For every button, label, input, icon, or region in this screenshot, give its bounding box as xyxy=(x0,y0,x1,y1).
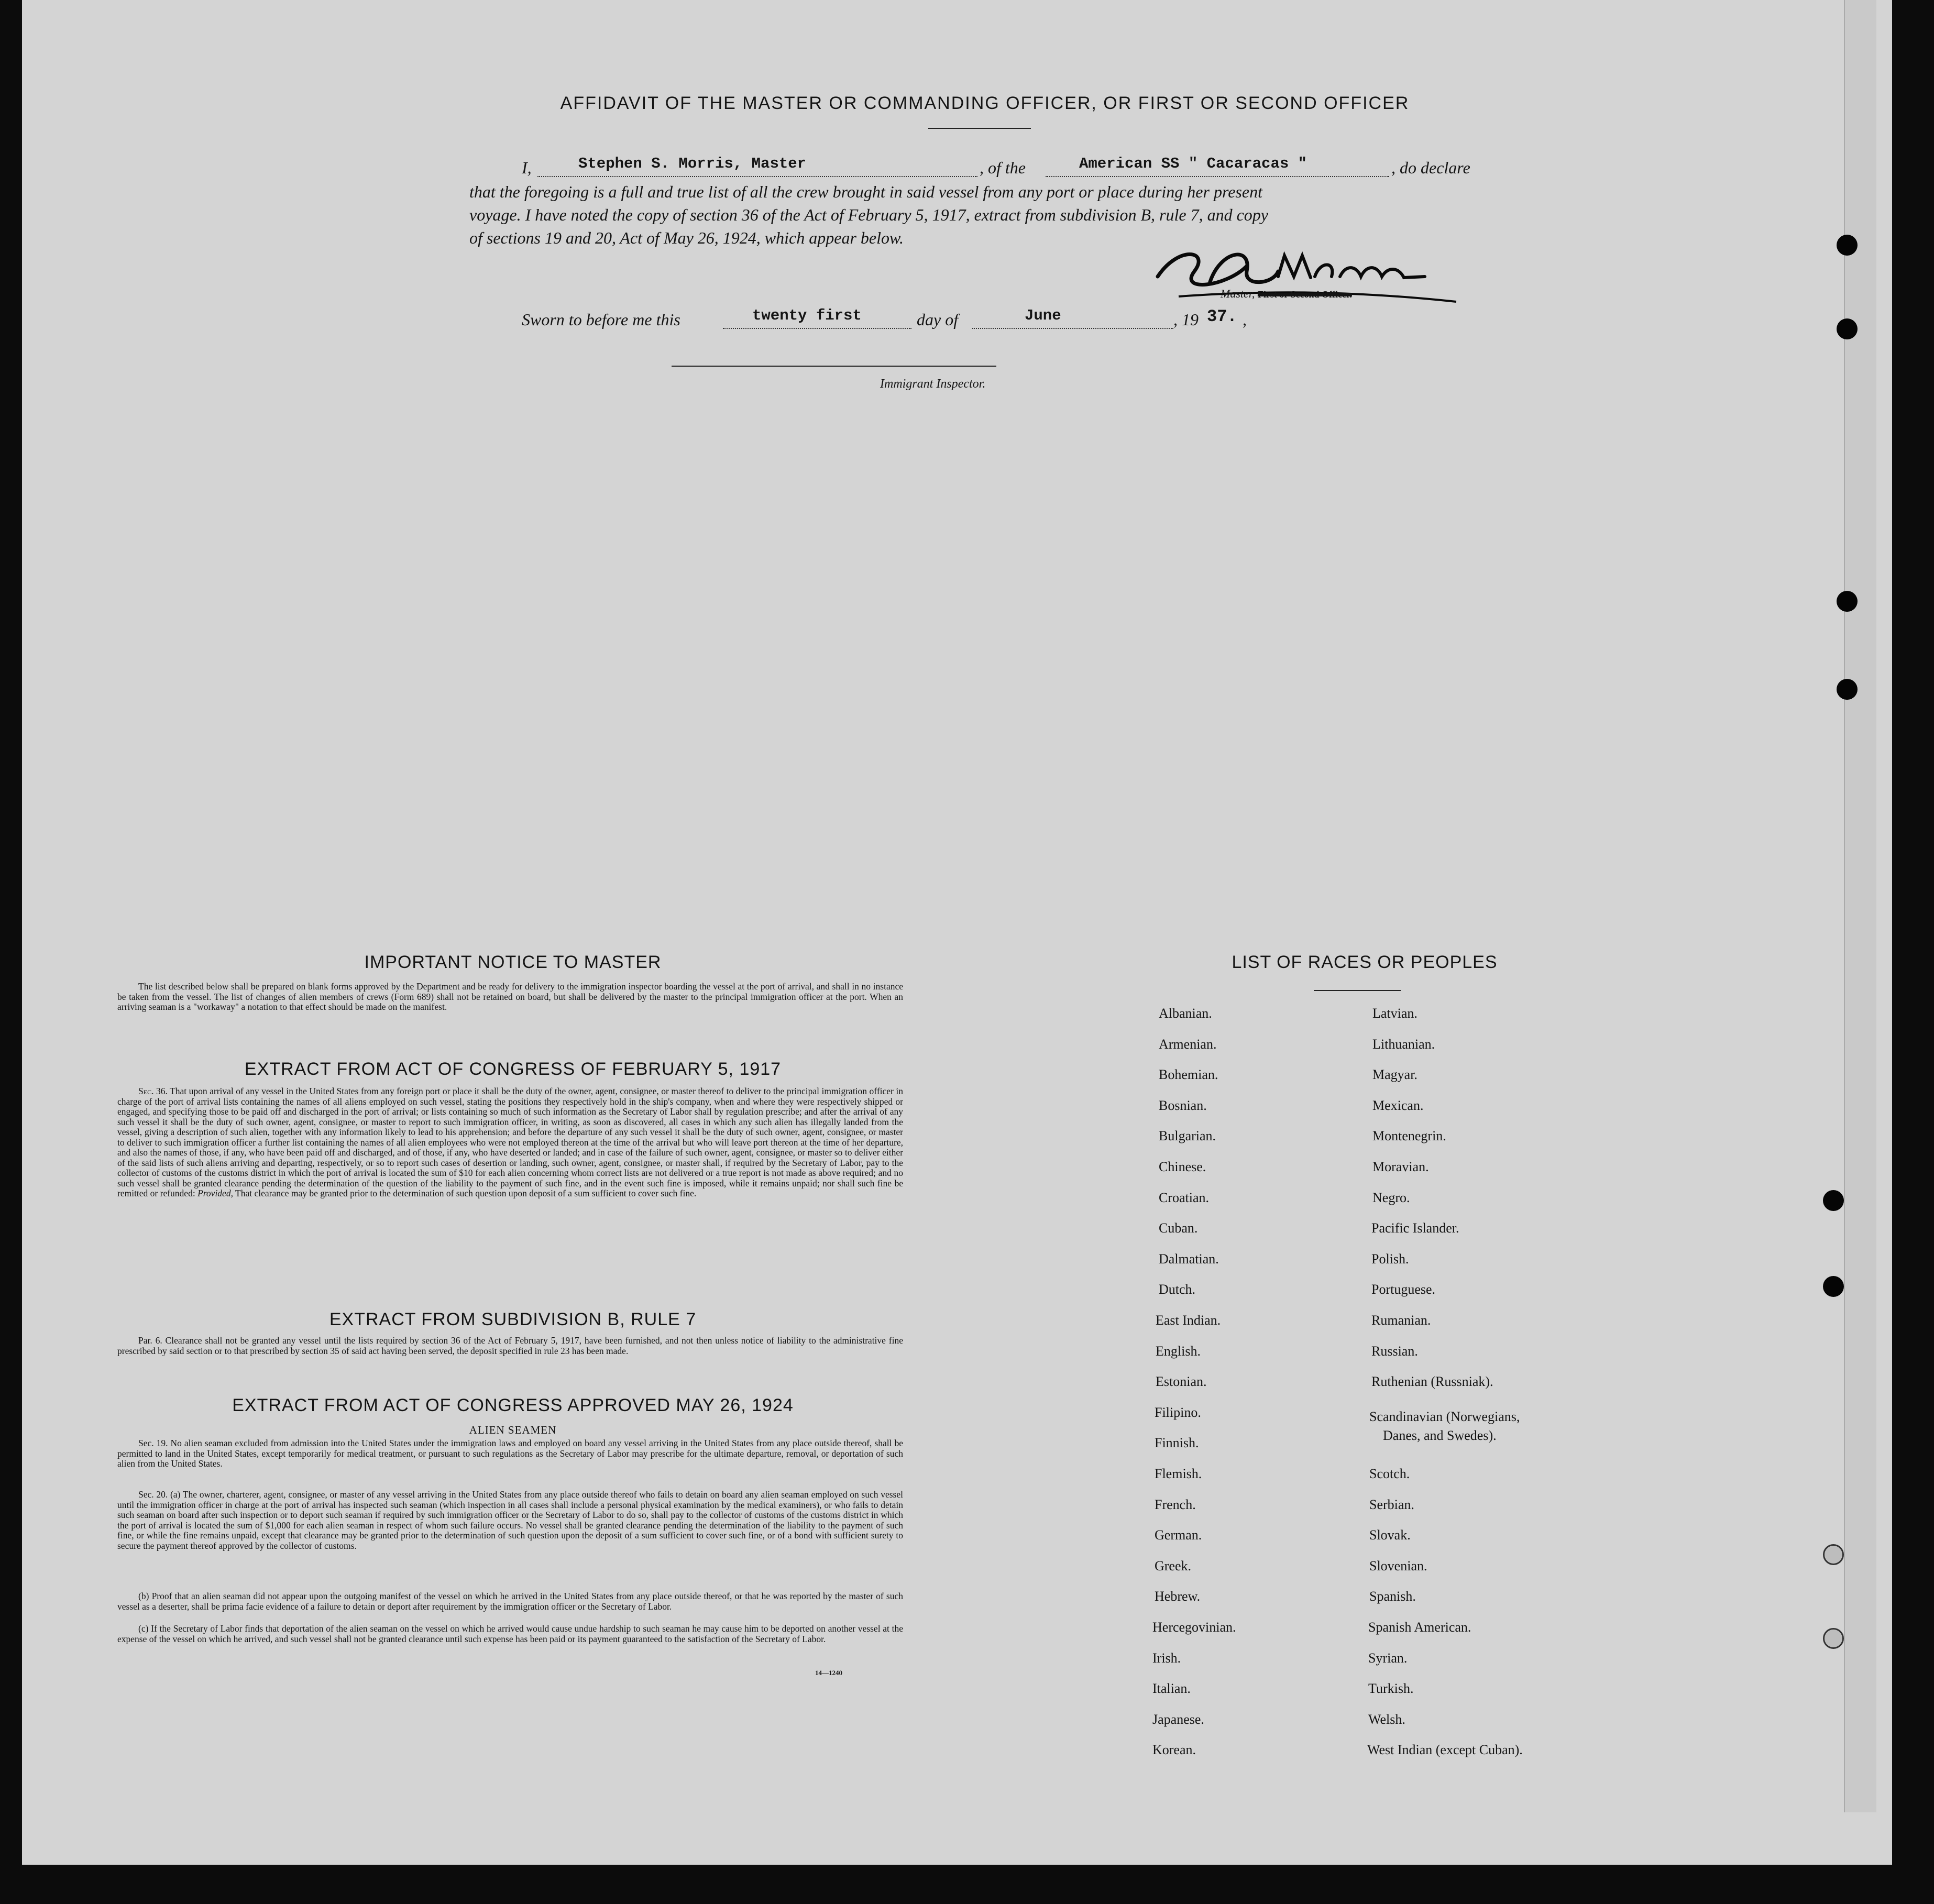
race-item: Welsh. xyxy=(1368,1712,1405,1727)
race-item: Syrian. xyxy=(1368,1650,1408,1666)
race-item: Estonian. xyxy=(1156,1374,1207,1389)
binder-hole xyxy=(1823,1276,1844,1297)
race-item: Scandinavian (Norwegians, xyxy=(1369,1409,1520,1424)
master-name-dotline xyxy=(537,176,977,177)
race-item: French. xyxy=(1155,1497,1196,1512)
race-item: Mexican. xyxy=(1372,1098,1424,1113)
race-item: Croatian. xyxy=(1159,1190,1210,1205)
race-item: Italian. xyxy=(1152,1681,1191,1696)
race-item: Filipino. xyxy=(1155,1405,1201,1420)
race-item: Slovenian. xyxy=(1369,1558,1427,1573)
race-item: Spanish American. xyxy=(1368,1620,1471,1635)
binder-hole xyxy=(1837,235,1858,256)
sworn-month: June xyxy=(1025,307,1061,324)
vessel-name-dotline xyxy=(1046,176,1389,177)
race-item: Greek. xyxy=(1155,1558,1192,1573)
binder-hole xyxy=(1837,318,1858,339)
form-number: 14—1240 xyxy=(815,1669,842,1677)
extract-1924-sec20a: Sec. 20. (a) The owner, charterer, agent, consignee, or master of any vessel arriving in the United States from any place outside thereof who fails to detain on board any alien seaman employed on such vessel until the immigration officer in charge at the port of arrival has inspected such seaman (which inspection in all cases shall include a personal physical examination by the medical examiners), or who fails to detain such seaman on board after such inspection or to deport such seaman if required by such immigration officer or the Secretary of Labor to do so, shall pay to the collector of customs of the customs district in which the port of arrival is located the sum of $1,000 for each alien seaman in respect of whom such failure occurs. No vessel shall be granted clearance pending the determination of the liability to the payment of such fine, or while the fine remains unpaid, except that clearance may be granted prior to the determination of such question upon the deposit of a sum sufficient to cover such fine, or of a bond with sufficient surety to secure the payment thereof approved by the collector of customs. xyxy=(117,1489,903,1551)
paper-fold-edge xyxy=(1844,0,1876,1812)
race-item: Hercegovinian. xyxy=(1152,1620,1236,1635)
sworn-year: 37. xyxy=(1207,307,1237,326)
master-name: Stephen S. Morris, Master xyxy=(578,155,807,172)
of-the-text: , of the xyxy=(980,158,1026,177)
race-item: Bulgarian. xyxy=(1159,1128,1216,1143)
do-declare-text: , do declare xyxy=(1391,158,1470,177)
race-item: Chinese. xyxy=(1159,1159,1206,1174)
race-item: Albanian. xyxy=(1159,1006,1212,1021)
rule7-body: Par. 6. Clearance shall not be granted any vessel until the lists required by section 36 of the Act of February 5, 1917, have been furnished, and not then unless notice of liability to the administrative fine prescribed by said section or to that prescribed by section 35 of said act having been served, the deposit specified in rule 23 has been made. xyxy=(117,1335,903,1356)
race-item: Scotch. xyxy=(1369,1466,1410,1481)
race-item: Montenegrin. xyxy=(1372,1128,1446,1143)
race-item: Pacific Islander. xyxy=(1371,1220,1459,1236)
race-item: Danes, and Swedes). xyxy=(1383,1428,1497,1443)
binder-hole xyxy=(1823,1544,1844,1565)
extract-1917-text: That upon arrival of any vessel in the United States from any foreign port or place it shall be the duty of the owner, agent, consignee, or master thereof to deliver to the principal immigration officer in charge of the port of arrival lists containing the names of all aliens employed on such vessel, stating the positions they respectively hold in the ship's company, when and where they were respectively shipped or engaged, and specifying those to be paid off and discharged in the port of arrival; or lists containing so much of such information as the Secretary of Labor shall by regulation prescribe; and after the arrival of any such vessel it shall be the duty of such owner, agent, consignee, or master to report to such immigration officer, in writing, as soon as discovered, all cases in which any such alien has illegally landed from the vessel, giving a description of such alien, together with any information likely to lead to his apprehension; and before the departure of any such vessel it shall be the duty of such owner, agent, consignee, or master to deliver to such immigration officer a further list containing the names of all alien employees who were not employed thereon at the time of the arrival but who will leave port thereon at the time of her departure, and also the names of those, if any, who have been paid off and discharged, and of those, if any, who have deserted or landed; and in case of the failure of such owner, agent, consignee, or master so to deliver either of the said lists of such aliens arriving and departing, respectively, or so to report such cases of desertion or landing, such owner, agent, consignee, or master shall, if required by the Secretary of Labor, pay to the collector of customs of the customs district in which the port of arrival is located the sum of $10 for each alien concerning whom correct lists are not delivered or a true report is not made as above required; and no such vessel shall be granted clearance pending the determination of the question of the liability to the payment of such fine, and in the event such fine is imposed, while it remains unpaid; nor shall such fine be remitted or refunded: xyxy=(117,1086,903,1198)
title-underline xyxy=(928,128,1031,129)
signature-caption-struck: First or Second Officer. xyxy=(1257,289,1352,300)
race-item: Russian. xyxy=(1371,1344,1418,1359)
race-item: Rumanian. xyxy=(1371,1313,1431,1328)
races-right-column xyxy=(1366,1006,1618,1770)
vessel-name: American SS " Cacaracas " xyxy=(1079,155,1307,172)
race-item: Portuguese. xyxy=(1371,1282,1436,1297)
races-title-underline xyxy=(1314,990,1401,991)
extract-1917-lead: Sec. 36. xyxy=(138,1086,168,1096)
declaration-line-3: voyage. I have noted the copy of section 36 of the Act of February 5, 1917, extract from subdivision B, rule 7, and copy xyxy=(469,205,1268,224)
sworn-year-prefix: , 19 xyxy=(1173,310,1199,329)
race-item: Ruthenian (Russniak). xyxy=(1371,1374,1493,1389)
race-item: Japanese. xyxy=(1152,1712,1204,1727)
extract-1917-proviso: Provided, xyxy=(197,1188,233,1198)
notice-title: IMPORTANT NOTICE TO MASTER xyxy=(364,952,662,972)
race-item: Finnish. xyxy=(1155,1435,1199,1450)
race-item: Lithuanian. xyxy=(1372,1037,1435,1052)
race-item: Polish. xyxy=(1371,1251,1409,1267)
extract-1924-title: EXTRACT FROM ACT OF CONGRESS APPROVED MAY 26, 1924 xyxy=(232,1395,794,1415)
signature-caption-master: Master, xyxy=(1221,287,1255,300)
extract-1917-title: EXTRACT FROM ACT OF CONGRESS OF FEBRUARY 5, 1917 xyxy=(244,1059,782,1079)
race-item: West Indian (except Cuban). xyxy=(1367,1742,1523,1757)
sworn-day-dotline xyxy=(723,328,911,329)
race-item: East Indian. xyxy=(1156,1313,1221,1328)
race-item: Serbian. xyxy=(1369,1497,1414,1512)
inspector-caption: Immigrant Inspector. xyxy=(880,377,986,391)
sworn-line xyxy=(522,307,1255,331)
affidavit-title: AFFIDAVIT OF THE MASTER OR COMMANDING OFFICER, OR FIRST OR SECOND OFFICER xyxy=(560,93,1410,113)
extract-1917-end: That clearance may be granted prior to the determination of such question upon deposit of a sum sufficient to cover such fine. xyxy=(235,1188,697,1198)
binder-hole xyxy=(1837,591,1858,612)
race-item: Bohemian. xyxy=(1159,1067,1218,1082)
race-item: German. xyxy=(1155,1527,1202,1543)
races-title: LIST OF RACES OR PEOPLES xyxy=(1232,952,1498,972)
race-item: Cuban. xyxy=(1159,1220,1198,1236)
binder-hole xyxy=(1823,1190,1844,1211)
declaration-line-2: that the foregoing is a full and true list of all the crew brought in said vessel from any port or place during her present xyxy=(469,182,1262,201)
inspector-signature-line xyxy=(672,366,996,367)
race-item: Flemish. xyxy=(1155,1466,1202,1481)
declaration-prefix: I, xyxy=(522,158,532,177)
notice-body: The list described below shall be prepared on blank forms approved by the Department and be ready for delivery to the immigration inspector boarding the vessel at the port of arrival, and shall in no instance be taken from the vessel. The list of changes of alien members of crews (Form 689) shall not be retained on board, but shall be delivered by the master to the principal immigration officer at the port. When an arriving seaman is a "workaway" a notation to that effect should be made on the manifest. xyxy=(117,981,903,1012)
sworn-prefix: Sworn to before me this xyxy=(522,310,680,329)
sworn-day-of: day of xyxy=(917,310,959,329)
race-item: Dutch. xyxy=(1159,1282,1196,1297)
race-item: Irish. xyxy=(1152,1650,1181,1666)
race-item: Hebrew. xyxy=(1155,1589,1201,1604)
binder-hole xyxy=(1823,1628,1844,1649)
race-item: Latvian. xyxy=(1372,1006,1417,1021)
race-item: Korean. xyxy=(1152,1742,1196,1757)
extract-1924-subtitle: ALIEN SEAMEN xyxy=(469,1424,557,1436)
race-item: Spanish. xyxy=(1369,1589,1416,1604)
race-item: English. xyxy=(1156,1344,1201,1359)
extract-1924-sec20b: (b) Proof that an alien seaman did not appear upon the outgoing manifest of the vessel on which he arrived in the United States from any place outside thereof, or that he was reported by the master of such vessel as a deserter, shall be prima facie evidence of a failure to detain or deport after requirement by the immigration officer or the Secretary of Labor. xyxy=(117,1591,903,1612)
race-item: Armenian. xyxy=(1159,1037,1217,1052)
binder-hole xyxy=(1837,679,1858,700)
race-item: Dalmatian. xyxy=(1159,1251,1219,1267)
rule7-title: EXTRACT FROM SUBDIVISION B, RULE 7 xyxy=(329,1309,697,1329)
race-item: Magyar. xyxy=(1372,1067,1417,1082)
extract-1924-sec20c: (c) If the Secretary of Labor finds that deportation of the alien seaman on the vessel on which he arrived would cause undue hardship to such seaman he may cause him to be deported on another vessel at the expense of the vessel on which he arrived, and such vessel shall not be granted clearance until such expense has been paid or its payment guaranteed to the satisfaction of the Secretary of Labor. xyxy=(117,1623,903,1644)
extract-1917-body xyxy=(117,1086,903,1199)
race-item: Slovak. xyxy=(1369,1527,1411,1543)
signature-caption xyxy=(1221,287,1352,301)
sworn-month-dotline xyxy=(972,328,1173,329)
sworn-day: twenty first xyxy=(752,307,862,324)
race-item: Bosnian. xyxy=(1159,1098,1207,1113)
declaration-line-1 xyxy=(522,155,1491,179)
race-item: Moravian. xyxy=(1372,1159,1429,1174)
races-left-column xyxy=(1150,1006,1360,1770)
declaration-line-4: of sections 19 and 20, Act of May 26, 1924, which appear below. xyxy=(469,228,904,247)
extract-1924-sec19: Sec. 19. No alien seaman excluded from admission into the United States under the immigration laws and employed on board any vessel arriving in the United States from any place outside thereof, shall be permitted to land in the United States, except temporarily for medical treatment, or pursuant to such regulations as the Secretary of Labor may prescribe for the ultimate departure, removal, or deportation of such alien from the United States. xyxy=(117,1438,903,1469)
race-item: Turkish. xyxy=(1368,1681,1414,1696)
race-item: Negro. xyxy=(1372,1190,1410,1205)
sworn-suffix: , xyxy=(1243,310,1247,329)
